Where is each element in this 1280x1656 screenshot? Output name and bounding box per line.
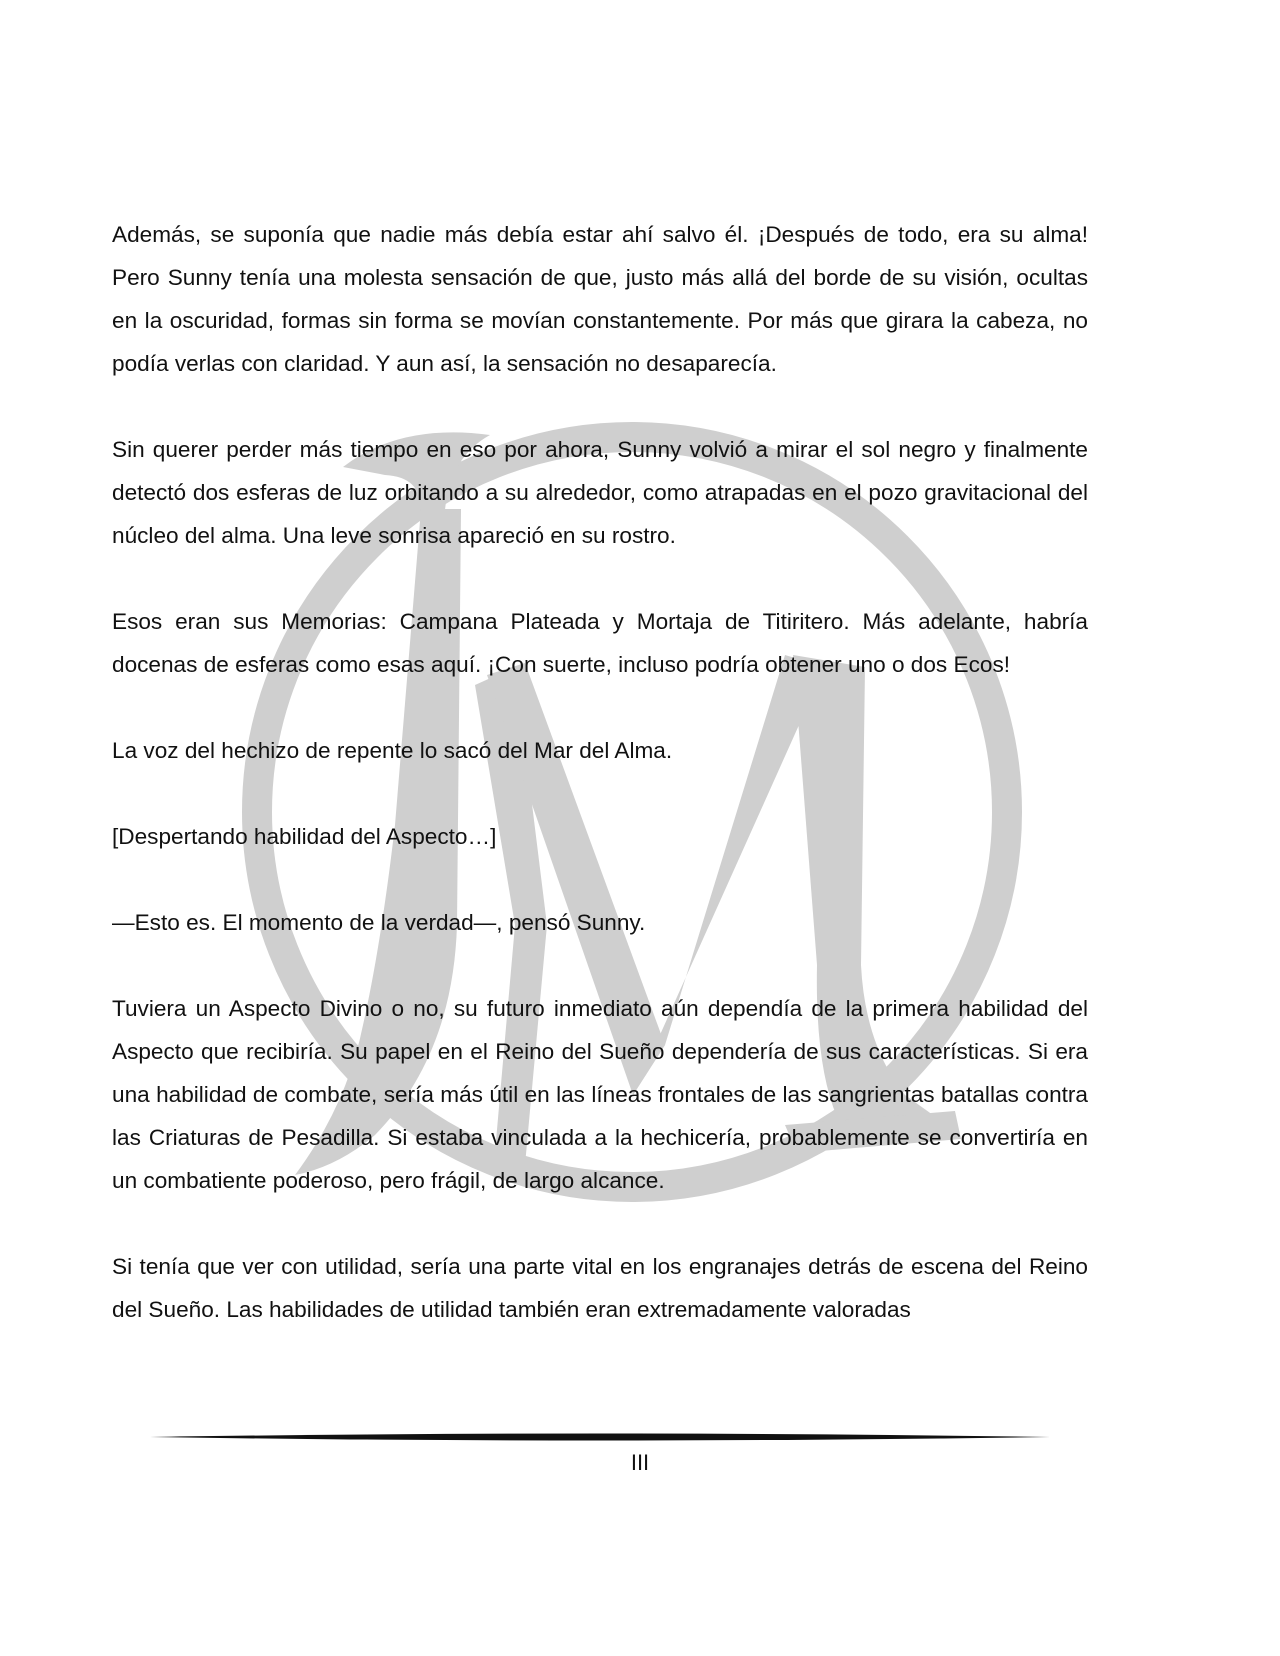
paragraph-6: —Esto es. El momento de la verdad—, pensó Sunny.: [112, 910, 646, 935]
paragraph-2: Sin querer perder más tiempo en eso por ahora, Sunny volvió a mirar el sol negro y finalmente detectó dos esferas de luz orbitando a su alrededor, como atrapadas en el pozo gravitacional del núcleo del alma. Una leve sonrisa apareció en su rostro.: [112, 437, 1088, 548]
page-body: [112, 213, 1088, 1331]
paragraph-4: La voz del hechizo de repente lo sacó del Mar del Alma.: [112, 738, 673, 763]
page-number: III: [630, 1450, 650, 1475]
paragraph-7: Tuviera un Aspecto Divino o no, su futuro inmediato aún dependía de la primera habilidad del Aspecto que recibiría. Su papel en el Reino del Sueño dependería de sus características. Si era una habilidad de combate, sería más útil en las líneas frontales de las sangrientas batallas contra las Criaturas de Pesadilla. Si estaba vinculada a la hechicería, probablemente se convertiría en un combatiente poderoso, pero frágil, de largo alcance.: [112, 996, 1088, 1193]
paragraph-5: [Despertando habilidad del Aspecto…]: [112, 824, 497, 849]
paragraph-3: Esos eran sus Memorias: Campana Plateada y Mortaja de Titiritero. Más adelante, habría docenas de esferas como esas aquí. ¡Con suerte, incluso podría obtener uno o dos Ecos!: [112, 609, 1088, 677]
paragraph-1: Además, se suponía que nadie más debía estar ahí salvo él. ¡Después de todo, era su alma! Pero Sunny tenía una molesta sensación de que, justo más allá del borde de su visión, ocultas en la oscuridad, formas sin forma se movían constantemente. Por más que girara la cabeza, no podía verlas con claridad. Y aun así, la sensación no desaparecía.: [112, 222, 1088, 376]
footer-divider: [150, 1431, 1050, 1443]
paragraph-8: Si tenía que ver con utilidad, sería una parte vital en los engranajes detrás de escena del Reino del Sueño. Las habilidades de utilidad también eran extremadamente valoradas: [112, 1254, 1088, 1322]
